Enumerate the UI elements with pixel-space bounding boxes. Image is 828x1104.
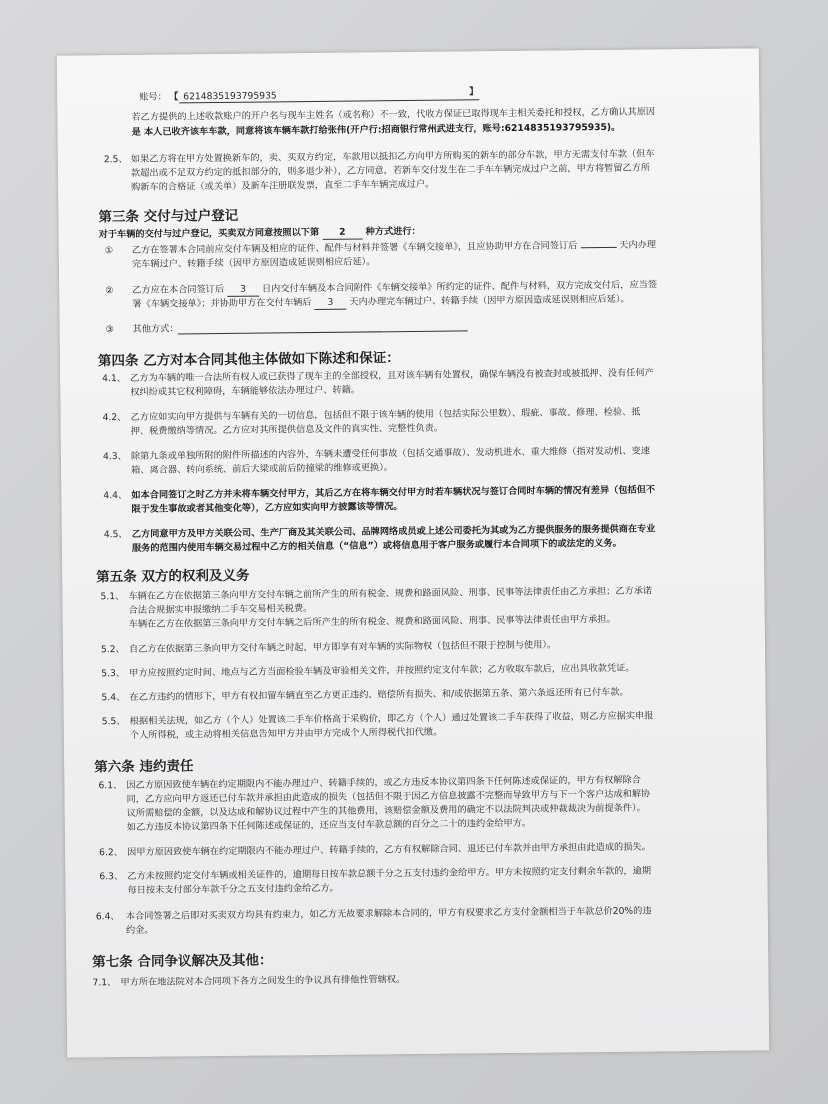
clause-4-4-number: 4.4、 <box>103 489 128 502</box>
clause-6-1-number: 6.1、 <box>98 780 123 792</box>
clause-2-5-line: 购新车的合格证（或关单）及新车注册联发票，直至二手车车辆完成过户。 <box>131 178 435 193</box>
section-3-item1-line1 <box>132 238 656 256</box>
section-3-item1-blank <box>580 247 616 248</box>
clause-6-3-line: 每日按未支付部分车款千分之五支付违约金给乙方。 <box>127 882 339 897</box>
contract-page <box>57 48 769 1057</box>
clause-4-5-line: 服务的范围内使用车辆交易过程中乙方的相关信息（“信息”）或将信息用于客户服务或履行本合同项下的或法定的义务。 <box>131 537 622 554</box>
section-3-item2-blank2: 3 <box>314 296 346 310</box>
section-3-item2-d: 天内办理完车辆过户、转籍手续（因甲方原因造成延误则相应后延）。 <box>349 293 630 308</box>
section-3-item1-mark: ① <box>104 245 114 257</box>
section-6-title: 第六条 违约责任 <box>94 758 194 776</box>
clause-5-2-number: 5.2、 <box>100 644 125 656</box>
section-3-item2-blank1: 3 <box>227 283 259 297</box>
section-3-item2-c: 署《车辆交接单》；并协助甲方在交付车辆后 <box>132 297 312 310</box>
account-note-line2: 是 本人已收齐该车车款，同意将该车辆车款打给张伟(开户行:招商银行常州武进支行，账号:6214835193795935)。 <box>131 121 621 138</box>
account-note-line1: 若乙方提供的上述收款账户的开户名与现车主姓名（或名称）不一致，代收方保证已取得现车主相关委托和授权，乙方确认其原因 <box>131 106 656 123</box>
clause-4-3-line: 除第九条或单独所附的附件所描述的内容外，车辆未遭受任何事故（包括交通事故）、发动机进水、重大维修（指对发动机、变速 <box>130 445 651 462</box>
clause-4-2-number: 4.2、 <box>102 411 127 424</box>
clause-4-5-number: 4.5、 <box>103 528 128 541</box>
clause-5-5-number: 5.5、 <box>101 716 126 728</box>
clause-5-1-line: 车辆在乙方在依据第三条向甲方交付车辆之后所产生的所有税金、规费和路面风险、刑事、民事等法律责任由甲方承担。 <box>128 613 616 630</box>
section-3-item3-mark: ③ <box>105 324 114 336</box>
clause-5-2-line: 自乙方在依据第三条向甲方交付车辆之时起，甲方即享有对车辆的实际物权（包括但不限于控制与使用）。 <box>128 639 557 655</box>
section-3-item2-a: 乙方应在本合同签订后 <box>132 283 225 296</box>
section-3-intro <box>99 225 421 242</box>
section-3-intro-a: 对于车辆的交付与过户登记，买卖双方同意按照以下第 <box>98 226 320 241</box>
section-3-item3-label: 其他方式： <box>132 323 179 335</box>
section-5-title: 第五条 双方的权利及义务 <box>96 567 250 586</box>
clause-2-5-line: 如果乙方将在甲方处置换新车的，卖、买双方约定，车款用以抵扣乙方向甲方所购买的新车的部分车款，甲方无需支付车款（但车 <box>130 148 655 165</box>
clause-4-1-line: 乙方为车辆的唯一合法所有权人或已获得了现车主的全部授权，且对该车辆有处置权，确保车辆没有被查封或被抵押、没有任何产 <box>130 367 654 384</box>
section-3-item2-mark: ② <box>105 285 114 297</box>
clause-6-1-line: 同，乙方应向甲方返还已付车款并承担由此造成的损失（包括但不限于因乙方信息披露不完整而导致甲方与下一个客户达成和解协 <box>126 788 651 806</box>
clause-2-5-number: 2.5、 <box>103 153 128 166</box>
clause-6-4-line: 本合同签署之后即对买卖双方均具有约束力，如乙方无故要求解除本合同的，甲方有权要求乙方支付金额相当于车款总价20%的违 <box>125 905 652 923</box>
clause-6-1-line: 因乙方原因致使车辆在约定期限内不能办理过户、转籍手续的，或乙方违反本协议第四条下任何陈述或保证的，甲方有权解除合 <box>126 774 641 792</box>
clause-6-2-line: 因甲方原因致使车辆在约定期限内不能办理过户、转籍手续的，乙方有权解除合同、退还已付车款并由甲方承担由此造成的损失。 <box>127 841 651 859</box>
clause-5-4-number: 5.4、 <box>101 692 126 704</box>
section-3-item1-text: 乙方在签署本合同前应交付车辆及相应的证件、配件与材料并签署《车辆交接单》，且应协助甲方在合同签订后 <box>131 240 578 256</box>
clause-5-5-line: 个人所得税，或主动将相关信息告知甲方并由甲方完成个人所得税代扣代缴。 <box>129 726 443 741</box>
section-3-item2-b: 日内交付车辆及本合同附件《车辆交接单》所约定的证件、配件与材料，双方完成交付后，应当签 <box>261 279 658 295</box>
clause-5-1-line: 车辆在乙方在依据第三条向甲方交付车辆之前所产生的所有税金、规费和路面风险、刑事、民事等法律责任由乙方承担；乙方承诺 <box>128 585 653 602</box>
clause-6-3-line: 乙方未按照约定交付车辆或相关证件的，逾期每日按车款总额千分之五支付违约金给甲方。甲方未按照约定支付剩余车款的，逾期 <box>127 865 652 883</box>
clause-5-3-number: 5.3、 <box>101 668 126 680</box>
account-label: 账号： <box>139 91 167 103</box>
clause-7-1-number: 7.1、 <box>92 977 117 989</box>
clause-5-1-number: 5.1、 <box>100 591 125 603</box>
section-3-title: 第三条 交付与过户登记 <box>98 207 239 226</box>
clause-5-3-line: 甲方应按照约定时间、地点与乙方当面检验车辆及审验相关文件，并按照约定支付车款；乙方收取车款后，应出具收款凭证。 <box>129 662 635 679</box>
account-open-bracket: 【 <box>169 91 179 103</box>
account-number: 6214835193795935 <box>183 90 277 103</box>
clause-4-2-line: 乙方应如实向甲方提供与车辆有关的一切信息，包括但不限于该车辆的使用（包括实际公里数）、瑕疵、事故、修理、检验、抵 <box>130 406 641 423</box>
clause-6-2-number: 6.2、 <box>99 847 123 859</box>
clause-5-5-line: 根据相关法规，如乙方（个人）处置该二手车价格高于采购价，即乙方（个人）通过处置该二手车获得了收益，则乙方应据实申报 <box>129 710 654 727</box>
clause-4-1-line: 权纠纷或其它权利障碍，车辆能够依法办理过户、转籍。 <box>130 384 361 398</box>
section-4-title: 第四条 乙方对本合同其他主体做如下陈述和保证： <box>97 350 400 370</box>
clause-4-2-line: 押、税费缴纳等情况。乙方应对其所提供信息及文件的真实性、完整性负责。 <box>130 422 444 437</box>
section-3-method-blank: 2 <box>322 226 362 240</box>
clause-6-1-line: 议所需赔偿的金额，以及达成和解协议过程中产生的其他费用，该赔偿金额及费用的确定不以法院判决或仲裁裁决为前提条件）。 <box>126 802 646 820</box>
clause-4-4-line: 限于发生事故或者其他变化等），乙方应如实向甲方披露该等情况。 <box>131 501 403 515</box>
section-3-item1-line2: 完车辆过户、转籍手续（因甲方原因造成延误则相应后延）。 <box>131 256 376 270</box>
clause-6-1-line: 如乙方违反本协议第四条下任何陈述或保证的，还应当支付车款总额的百分之二十的违约金给甲方。 <box>126 817 532 834</box>
clause-4-4-line: 如本合同签订之时乙方并未将车辆交付甲方，其后乙方在将车辆交付甲方时若车辆状况与签订合同时车辆的情况有差异（包括但不 <box>131 484 656 501</box>
clause-4-3-line: 箱、离合器、转向系统、前后大梁或前后防撞梁的维修或更换）。 <box>131 462 394 476</box>
clause-5-1-line: 合法合规据实申报缴纳二手车交易相关税费。 <box>128 603 313 616</box>
clause-7-1-line: 甲方所在地法院对本合同项下各方之间发生的争议具有排他性管辖权。 <box>120 974 406 989</box>
clause-4-3-number: 4.3、 <box>102 450 127 463</box>
clause-2-5-line: 款超出或不足双方约定的抵扣部分的，则多退少补），乙方同意，若新车交付发生在二手车车辆完成过户之前，甲方将暂留乙方所 <box>130 162 651 179</box>
clause-6-4-number: 6.4、 <box>95 911 120 923</box>
section-3-item1-end: 天内办理 <box>619 239 657 251</box>
section-7-title: 第七条 合同争议解决及其他： <box>92 952 273 971</box>
section-3-intro-b: 种方式进行： <box>365 225 421 238</box>
clause-6-4-line: 约金。 <box>125 924 154 937</box>
clause-4-1-number: 4.1、 <box>102 372 127 385</box>
clause-6-3-number: 6.3、 <box>99 871 124 883</box>
account-close-bracket: 】 <box>469 86 479 98</box>
clause-4-5-line: 乙方同意甲方及甲方关联公司、生产厂商及其关联公司、品牌网络成员或上述公司委托为其或为乙方提供服务的服务提供商在专业 <box>131 523 656 540</box>
section-3-item3-underline <box>178 330 468 334</box>
clause-5-4-line: 在乙方违约的情形下，甲方有权扣留车辆直至乙方更正违约、赔偿所有损失、和/或依据第五条、第六条返还所有已付车款。 <box>129 686 629 703</box>
